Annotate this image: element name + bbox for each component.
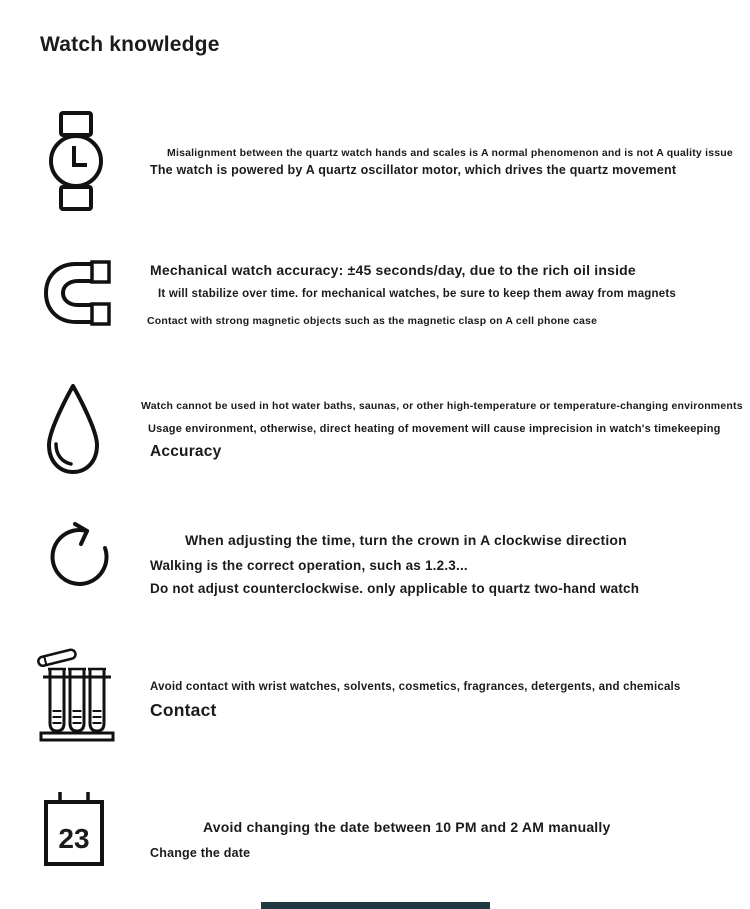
walking-operation-line: Walking is the correct operation, such as 1.2.3...	[150, 558, 468, 573]
quartz-note-line: Misalignment between the quartz watch hands and scales is A normal phenomenon and is not A quality issue	[167, 147, 733, 159]
contact-heading: Contact	[150, 700, 217, 720]
accuracy-heading: Accuracy	[150, 443, 222, 460]
crown-clockwise-line: When adjusting the time, turn the crown in A clockwise direction	[185, 532, 627, 548]
calendar-icon	[42, 788, 106, 872]
chemicals-warning-line: Avoid contact with wrist watches, solvents, cosmetics, fragrances, detergents, and chemicals	[150, 681, 681, 693]
usage-environment-line: Usage environment, otherwise, direct heating of movement will cause imprecision in watch's timekeeping	[148, 423, 721, 435]
calendar-day: 23	[58, 823, 90, 854]
hot-water-warning-line: Watch cannot be used in hot water baths, saunas, or other high-temperature or temperature-changing environments	[141, 400, 743, 412]
counterclockwise-warning-line: Do not adjust counterclockwise. only applicable to quartz two-hand watch	[150, 581, 640, 596]
magnet-warning-line: It will stabilize over time. for mechanical watches, be sure to keep them away from magnets	[158, 288, 676, 300]
quartz-movement-line: The watch is powered by A quartz oscillator motor, which drives the quartz movement	[150, 163, 677, 177]
date-change-warning-line: Avoid changing the date between 10 PM and 2 AM manually	[203, 819, 611, 835]
magnet-contact-line: Contact with strong magnetic objects such as the magnetic clasp on A cell phone case	[147, 315, 598, 327]
chemicals-icon	[36, 641, 118, 743]
magnet-icon	[40, 258, 114, 328]
clockwise-arrow-icon	[42, 518, 112, 592]
change-date-heading: Change the date	[150, 846, 251, 860]
watch-icon	[44, 110, 108, 212]
water-drop-icon	[42, 381, 104, 478]
page-title: Watch knowledge	[40, 33, 220, 56]
footer-bar	[261, 902, 490, 909]
accuracy-spec-line: Mechanical watch accuracy: ±45 seconds/day, due to the rich oil inside	[150, 262, 636, 278]
